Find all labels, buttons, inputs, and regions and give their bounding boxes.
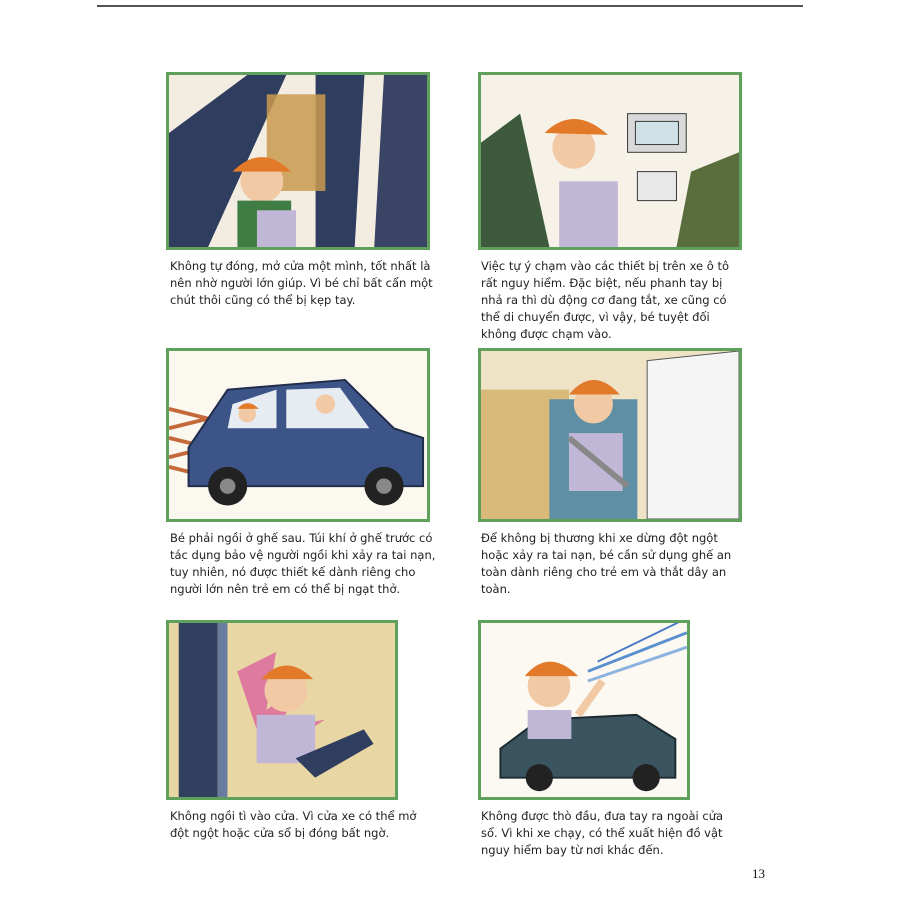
panel-6-illustration xyxy=(478,620,690,800)
panel-1-illustration xyxy=(166,72,430,250)
top-rule xyxy=(97,5,803,7)
panel-6-caption: Không được thò đầu, đưa tay ra ngoài cửa sổ. Vì khi xe chạy, có thể xuất hiện đồ vật nguy hiểm bay từ nơi khác đến. xyxy=(481,809,724,857)
panel-4-illustration xyxy=(478,348,742,522)
panel-4-caption: Để không bị thương khi xe dừng đột ngột hoặc xảy ra tai nạn, bé cần sử dụng ghế an toàn dành riêng cho trẻ em và thắt dây an toàn. xyxy=(481,531,732,596)
panel-5-caption: Không ngồi tì vào cửa. Vì cửa xe có thể mở đột ngột hoặc cửa sổ bị đóng bất ngờ. xyxy=(170,809,417,840)
panel-2-caption: Việc tự ý chạm vào các thiết bị trên xe ô tô rất nguy hiểm. Đặc biệt, nếu phanh tay bị nhả ra thì dù động cơ đang tắt, xe cũng có thể di chuyển được, vì vậy, bé tuyệt đối không được chạm vào. xyxy=(481,259,729,341)
panel-5-illustration xyxy=(166,620,398,800)
panel-1-caption: Không tự đóng, mở cửa một mình, tốt nhất là nên nhờ người lớn giúp. Vì bé chỉ bất cẩn một chút thôi cũng có thể bị kẹp tay. xyxy=(170,259,433,307)
panel-2-illustration xyxy=(478,72,742,250)
page-number: 13 xyxy=(752,866,765,881)
panel-3-illustration xyxy=(166,348,430,522)
panel-3-caption: Bé phải ngồi ở ghế sau. Túi khí ở ghế trước có tác dụng bảo vệ người ngồi khi xảy ra tai nạn, tuy nhiên, nó được thiết kế dành riêng cho người lớn nên trẻ em có thể bị ngạt thở. xyxy=(170,531,436,596)
